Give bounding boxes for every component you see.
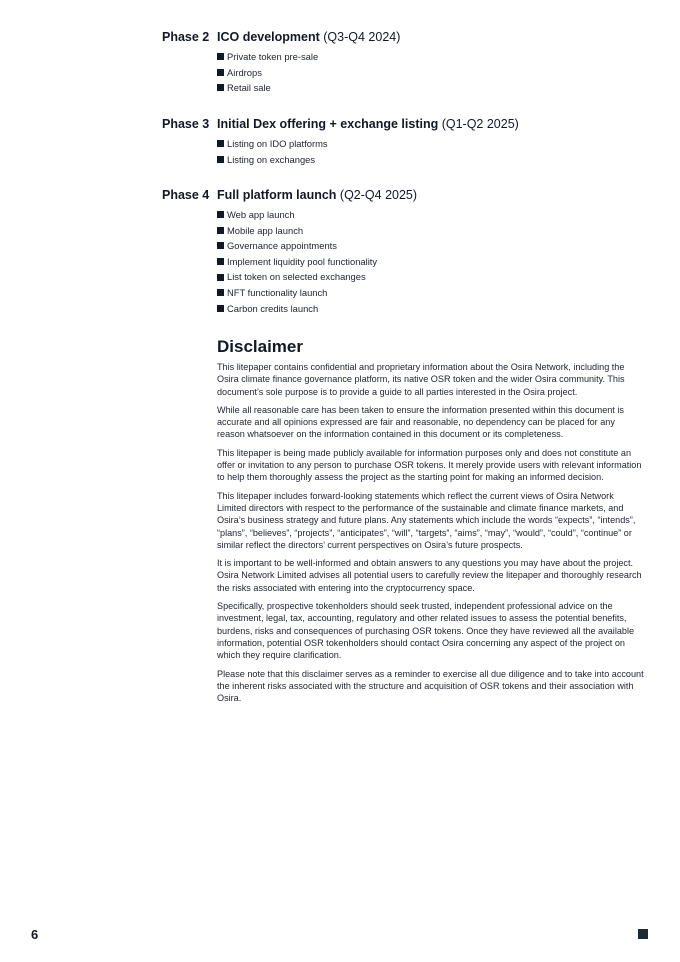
- square-bullet-icon: [217, 289, 224, 296]
- disclaimer-paragraph: This litepaper contains confidential and proprietary information about the Osira Network, including the Osira climate finance governance platform, its native OSR token and the wider Osira community. This document’s sole purpose is to provide a guide to all parties interested in the Osira project.: [217, 362, 625, 397]
- phase-items: [217, 49, 318, 96]
- square-bullet-icon: [217, 140, 224, 147]
- phase-heading: [217, 30, 400, 44]
- list-item: [217, 49, 318, 65]
- list-item-label: Listing on IDO platforms: [227, 138, 328, 149]
- phase-heading: [217, 117, 519, 131]
- phase-items: [217, 207, 377, 316]
- phase-items: [217, 136, 328, 167]
- phase-name: ICO development: [217, 30, 320, 44]
- phase-period: (Q2-Q4 2025): [336, 188, 418, 202]
- disclaimer-paragraph: Specifically, prospective tokenholders should seek trusted, independent professional advice on the investment, legal, tax, accounting, regulatory and other related issues to assess the potential benefits, burdens, risks and consequences of purchasing OSR tokens. Once they have reviewed all the available information, potential OSR tokenholders should contact Osira concerning any aspect of the project on which they require clarification.: [217, 601, 635, 661]
- list-item-label: Governance appointments: [227, 240, 337, 252]
- phase-name: Initial Dex offering + exchange listing: [217, 117, 439, 131]
- square-mark-icon: [638, 929, 648, 939]
- list-item-label: Mobile app launch: [227, 224, 304, 236]
- square-bullet-icon: [217, 69, 224, 76]
- list-item-label: Listing on exchanges: [227, 153, 316, 165]
- disclaimer-paragraph: It is important to be well-informed and obtain answers to any questions you may have about the project. Osira Network Limited advises all potential users to carefully review the litepaper and thoroughly research the risks associated with entering into the cryptocurrency space.: [217, 558, 642, 593]
- square-bullet-icon: [217, 242, 224, 249]
- phase-label: Phase 2: [162, 30, 210, 44]
- list-item-label: NFT functionality launch: [227, 286, 328, 298]
- phase-name: Full platform launch: [217, 188, 337, 202]
- list-item-label: Airdrops: [227, 66, 262, 78]
- page-number: 6: [31, 927, 39, 942]
- list-item: [217, 301, 377, 317]
- list-item-label: List token on selected exchanges: [227, 271, 366, 283]
- list-item: [217, 136, 328, 152]
- list-item-label: Carbon credits launch: [227, 302, 319, 314]
- phase-heading: [217, 188, 417, 202]
- list-item-label: Implement liquidity pool functionality: [227, 255, 378, 267]
- disclaimer-paragraph: This litepaper is being made publicly available for information purposes only and does not constitute an offer or invitation to any person to purchase OSR tokens. It merely provide users with relevant information to help them thoroughly assess the project as the starting point for making an informed decision.: [217, 447, 642, 483]
- disclaimer-paragraph: This litepaper includes forward-looking statements which reflect the current views of Osira Network Limited directors with respect to the performance of the sustainable and climate finance markets, and Osira’s business strategy and future plans. Any statements which include the words “expects”, “intends”, “plans”, “believes”, “projects”, “anticipates”, “will”, “targets”, “aims”, “may”, “would”, “could”, “continue” or similar reflect the directors’ current perspectives on Osira’s future prospects.: [217, 490, 636, 550]
- square-bullet-icon: [217, 211, 224, 218]
- list-item: [217, 238, 377, 254]
- list-item: [217, 285, 377, 301]
- list-item: [217, 152, 328, 168]
- phase-period: (Q1-Q2 2025): [438, 117, 519, 131]
- square-bullet-icon: [217, 53, 224, 60]
- list-item: [217, 223, 377, 239]
- list-item-label: Web app launch: [227, 209, 295, 220]
- list-item: [217, 254, 377, 270]
- square-bullet-icon: [217, 274, 224, 281]
- square-bullet-icon: [217, 305, 224, 312]
- square-bullet-icon: [217, 84, 224, 91]
- square-bullet-icon: [217, 156, 224, 163]
- list-item-label: Private token pre-sale: [227, 51, 319, 62]
- square-bullet-icon: [217, 227, 224, 234]
- phase-label: Phase 4: [162, 188, 210, 202]
- disclaimer-body: [217, 361, 645, 710]
- square-bullet-icon: [217, 258, 224, 265]
- disclaimer-paragraph: While all reasonable care has been taken to ensure the information presented within this document is accurate and all opinions expressed are fair and reasonable, no dependency can be placed for any reason whatsoever on the information contained in this document or its completeness.: [217, 404, 624, 440]
- disclaimer-paragraph: Please note that this disclaimer serves as a reminder to exercise all due diligence and to take into account the inherent risks associated with the structure and acquisition of OSR tokens and their association with Osira.: [217, 668, 644, 704]
- list-item: [217, 65, 318, 81]
- list-item: [217, 207, 377, 223]
- list-item: [217, 80, 318, 96]
- disclaimer-title: Disclaimer: [217, 337, 303, 356]
- list-item: [217, 269, 377, 285]
- phase-label: Phase 3: [162, 117, 210, 131]
- list-item-label: Retail sale: [227, 82, 271, 94]
- phase-period: (Q3-Q4 2024): [319, 30, 401, 44]
